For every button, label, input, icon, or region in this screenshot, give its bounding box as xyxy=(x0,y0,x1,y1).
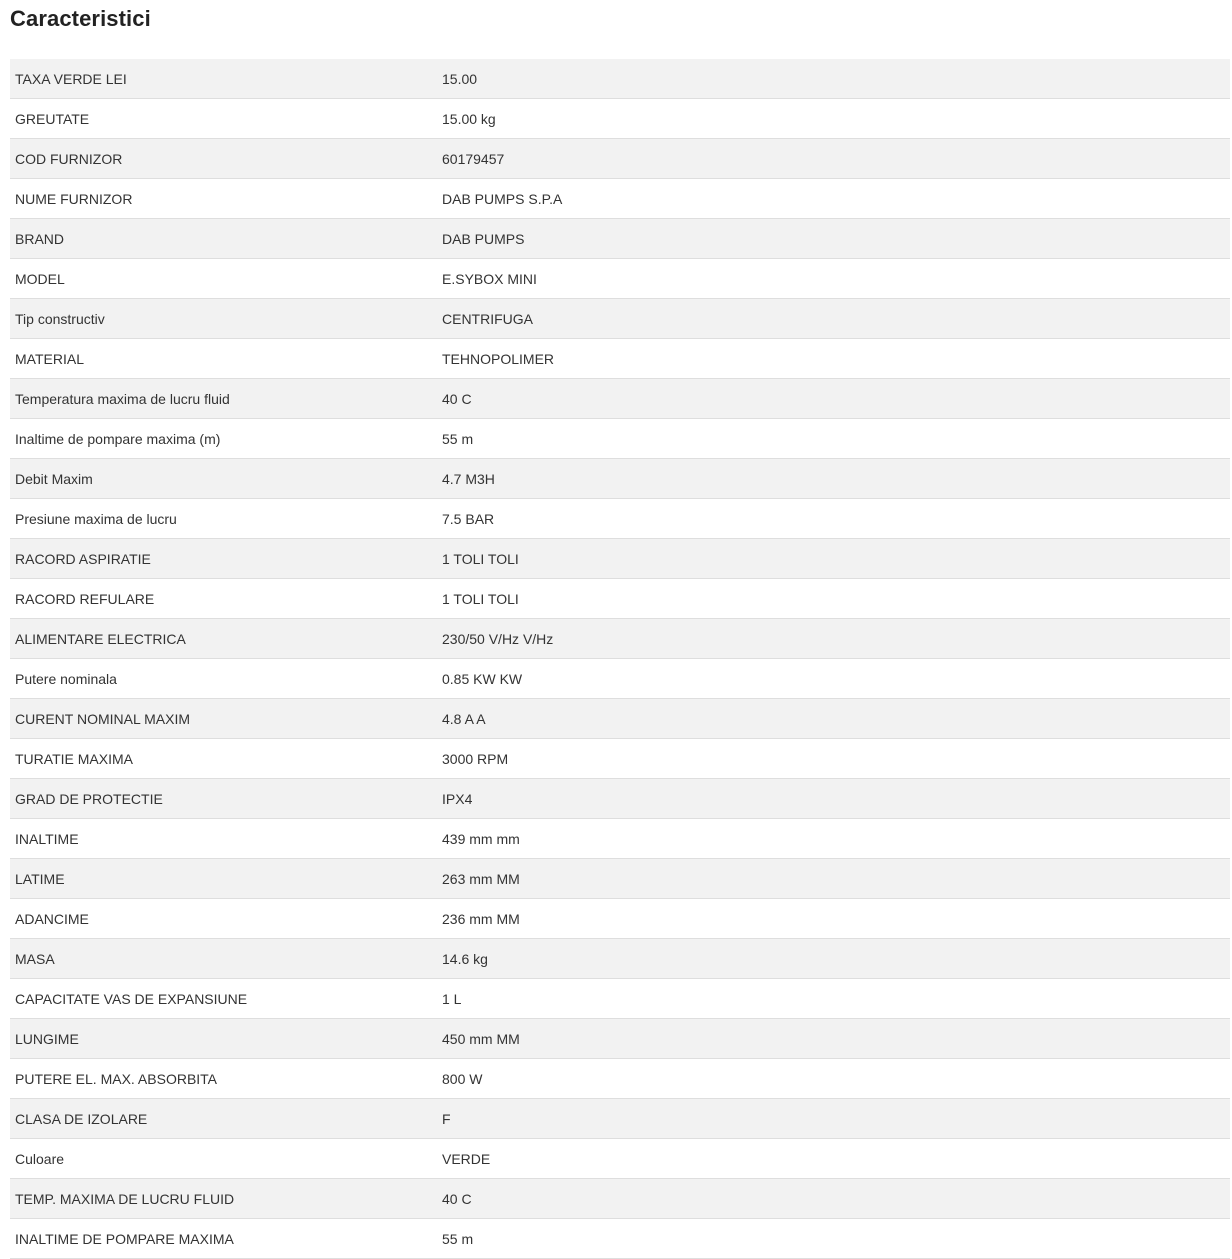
spec-label: TAXA VERDE LEI xyxy=(10,59,437,99)
spec-row xyxy=(10,579,1230,619)
spec-label: BRAND xyxy=(10,219,437,259)
spec-row xyxy=(10,179,1230,219)
spec-label: COD FURNIZOR xyxy=(10,139,437,179)
spec-label: Inaltime de pompare maxima (m) xyxy=(10,419,437,459)
spec-row xyxy=(10,659,1230,699)
spec-row xyxy=(10,139,1230,179)
spec-label: Culoare xyxy=(10,1139,437,1179)
specs-table-body xyxy=(10,59,1230,1259)
spec-row xyxy=(10,779,1230,819)
spec-value: VERDE xyxy=(437,1139,1230,1179)
spec-label: CLASA DE IZOLARE xyxy=(10,1099,437,1139)
specs-table xyxy=(10,59,1230,1259)
spec-row xyxy=(10,699,1230,739)
spec-label: LATIME xyxy=(10,859,437,899)
spec-value: 0.85 KW KW xyxy=(437,659,1230,699)
spec-row xyxy=(10,59,1230,99)
spec-row xyxy=(10,1139,1230,1179)
spec-label: INALTIME xyxy=(10,819,437,859)
spec-row xyxy=(10,939,1230,979)
spec-row xyxy=(10,419,1230,459)
spec-value: 1 TOLI TOLI xyxy=(437,539,1230,579)
spec-label: NUME FURNIZOR xyxy=(10,179,437,219)
spec-value: 439 mm mm xyxy=(437,819,1230,859)
spec-value: 230/50 V/Hz V/Hz xyxy=(437,619,1230,659)
spec-row xyxy=(10,899,1230,939)
spec-label: Putere nominala xyxy=(10,659,437,699)
spec-row xyxy=(10,539,1230,579)
spec-row xyxy=(10,619,1230,659)
spec-label: GRAD DE PROTECTIE xyxy=(10,779,437,819)
spec-label: RACORD REFULARE xyxy=(10,579,437,619)
spec-value: E.SYBOX MINI xyxy=(437,259,1230,299)
spec-value: 236 mm MM xyxy=(437,899,1230,939)
spec-value: 4.7 M3H xyxy=(437,459,1230,499)
spec-row xyxy=(10,499,1230,539)
spec-label: CURENT NOMINAL MAXIM xyxy=(10,699,437,739)
spec-value: 800 W xyxy=(437,1059,1230,1099)
spec-value: DAB PUMPS xyxy=(437,219,1230,259)
spec-label: INALTIME DE POMPARE MAXIMA xyxy=(10,1219,437,1259)
spec-value: DAB PUMPS S.P.A xyxy=(437,179,1230,219)
spec-value: 450 mm MM xyxy=(437,1019,1230,1059)
spec-value: 60179457 xyxy=(437,139,1230,179)
spec-value: 55 m xyxy=(437,1219,1230,1259)
spec-label: CAPACITATE VAS DE EXPANSIUNE xyxy=(10,979,437,1019)
spec-row xyxy=(10,739,1230,779)
spec-row xyxy=(10,299,1230,339)
spec-value: 1 L xyxy=(437,979,1230,1019)
spec-row xyxy=(10,339,1230,379)
spec-row xyxy=(10,1059,1230,1099)
spec-row xyxy=(10,859,1230,899)
spec-value: 55 m xyxy=(437,419,1230,459)
spec-value: 40 C xyxy=(437,1179,1230,1219)
spec-label: MASA xyxy=(10,939,437,979)
spec-label: RACORD ASPIRATIE xyxy=(10,539,437,579)
spec-label: Tip constructiv xyxy=(10,299,437,339)
spec-row xyxy=(10,379,1230,419)
spec-value: CENTRIFUGA xyxy=(437,299,1230,339)
spec-label: Presiune maxima de lucru xyxy=(10,499,437,539)
spec-label: GREUTATE xyxy=(10,99,437,139)
spec-row xyxy=(10,1099,1230,1139)
spec-value: IPX4 xyxy=(437,779,1230,819)
spec-label: Debit Maxim xyxy=(10,459,437,499)
spec-value: 3000 RPM xyxy=(437,739,1230,779)
spec-row xyxy=(10,259,1230,299)
spec-value: TEHNOPOLIMER xyxy=(437,339,1230,379)
spec-value: 15.00 xyxy=(437,59,1230,99)
spec-label: TURATIE MAXIMA xyxy=(10,739,437,779)
spec-value: 15.00 kg xyxy=(437,99,1230,139)
spec-row xyxy=(10,819,1230,859)
spec-row xyxy=(10,1219,1230,1259)
spec-value: 7.5 BAR xyxy=(437,499,1230,539)
spec-row xyxy=(10,979,1230,1019)
spec-value: 14.6 kg xyxy=(437,939,1230,979)
spec-label: ADANCIME xyxy=(10,899,437,939)
spec-row xyxy=(10,459,1230,499)
spec-label: Temperatura maxima de lucru fluid xyxy=(10,379,437,419)
spec-row xyxy=(10,1179,1230,1219)
spec-label: MATERIAL xyxy=(10,339,437,379)
spec-value: 1 TOLI TOLI xyxy=(437,579,1230,619)
spec-row xyxy=(10,219,1230,259)
spec-value: 40 C xyxy=(437,379,1230,419)
section-title: Caracteristici xyxy=(10,6,151,31)
spec-label: LUNGIME xyxy=(10,1019,437,1059)
spec-value: 4.8 A A xyxy=(437,699,1230,739)
spec-label: ALIMENTARE ELECTRICA xyxy=(10,619,437,659)
spec-label: PUTERE EL. MAX. ABSORBITA xyxy=(10,1059,437,1099)
spec-row xyxy=(10,1019,1230,1059)
spec-value: F xyxy=(437,1099,1230,1139)
spec-label: MODEL xyxy=(10,259,437,299)
spec-label: TEMP. MAXIMA DE LUCRU FLUID xyxy=(10,1179,437,1219)
spec-row xyxy=(10,99,1230,139)
spec-value: 263 mm MM xyxy=(437,859,1230,899)
